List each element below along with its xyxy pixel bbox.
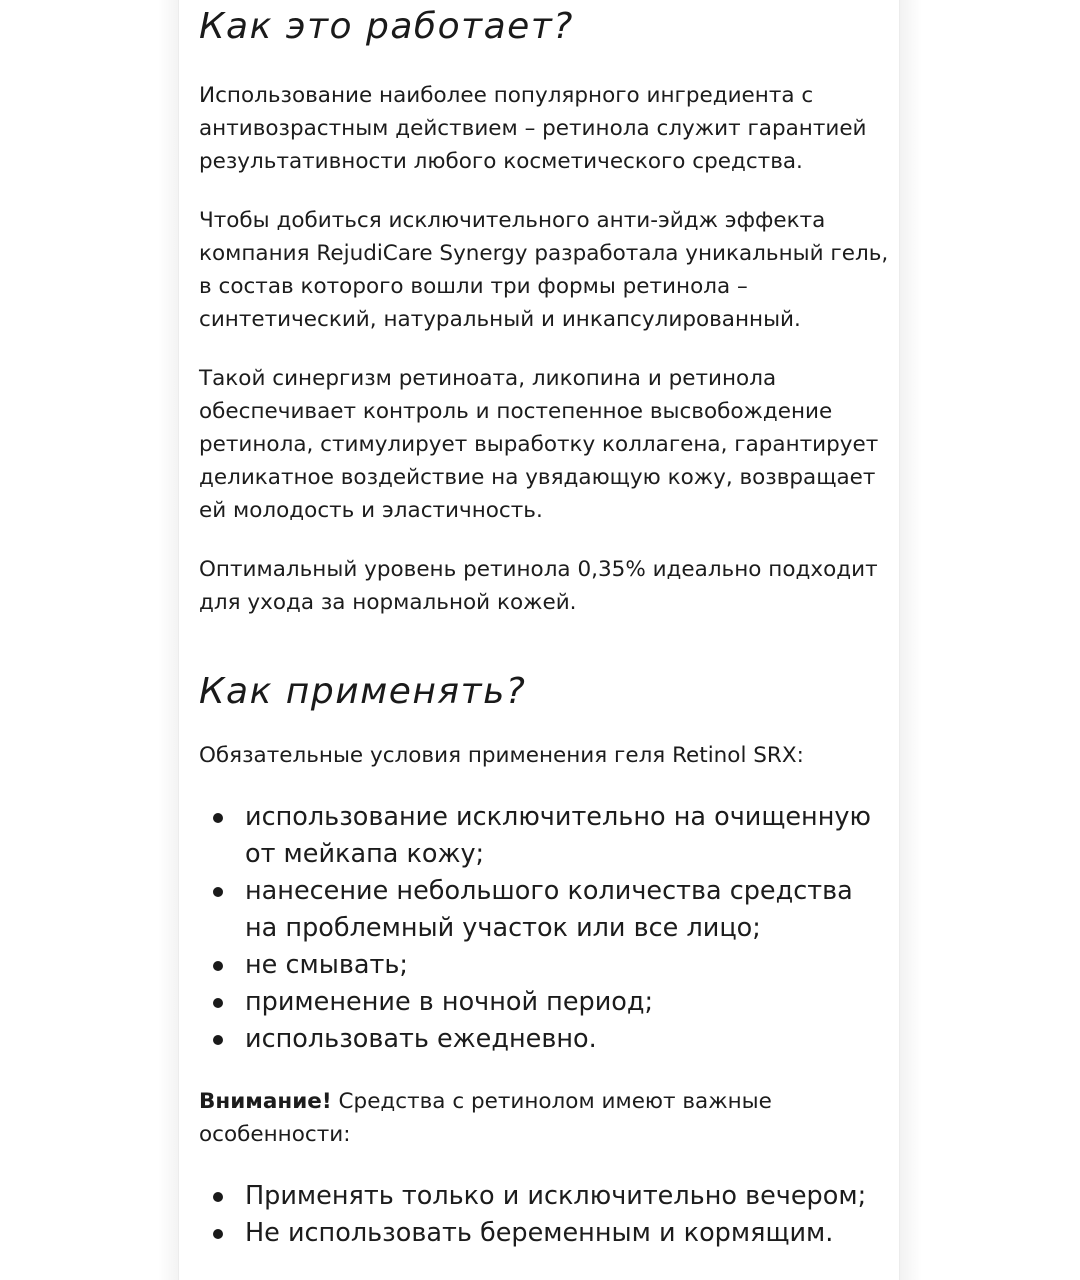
article-panel: [178, 0, 900, 1280]
list-item: не смывать;: [199, 947, 889, 984]
left-shadow: [158, 0, 180, 1280]
paragraph-3: Такой синергизм ретиноата, ликопина и ретинола обеспечивает контроль и постепенное высвобождение ретинола, стимулирует выработку коллагена, гарантирует деликатное воздействие на увядающую кожу, возвращает ей молодость и эластичность.: [199, 366, 879, 523]
list-item: использовать ежедневно.: [199, 1021, 889, 1058]
attention-text: Средства с ретинолом имеют важные особенности:: [199, 1089, 772, 1147]
right-shadow: [900, 0, 922, 1280]
list-item: использование исключительно на очищенную от мейкапа кожу;: [199, 799, 889, 873]
usage-conditions-list: [199, 799, 889, 1058]
list-item: применение в ночной период;: [199, 984, 889, 1021]
paragraph-2: Чтобы добиться исключительного анти-эйдж эффекта компания RejudiCare Synergy разработала уникальный гель, в состав которого вошли три формы ретинола – синтетический, натуральный и инкапсулированный.: [199, 208, 889, 332]
list-item: Не использовать беременным и кормящим.: [199, 1215, 889, 1252]
list-item: Применять только и исключительно вечером;: [199, 1178, 889, 1215]
article-content: [199, 0, 889, 1252]
paragraph-4: Оптимальный уровень ретинола 0,35% идеально подходит для ухода за нормальной кожей.: [199, 557, 878, 615]
usage-intro: Обязательные условия применения геля Retinol SRX:: [199, 743, 804, 768]
list-item: нанесение небольшого количества средства на проблемный участок или все лицо;: [199, 873, 889, 947]
attention-note: [199, 1085, 889, 1151]
features-list: [199, 1178, 889, 1252]
section-title-how-it-works: Как это работает?: [199, 6, 574, 47]
section-title-how-to-use: Как применять?: [199, 671, 527, 712]
attention-label: Внимание!: [199, 1089, 332, 1114]
paragraph-1: Использование наиболее популярного ингредиента с антивозрастным действием – ретинола служит гарантией результативности любого косметического средства.: [199, 83, 867, 174]
